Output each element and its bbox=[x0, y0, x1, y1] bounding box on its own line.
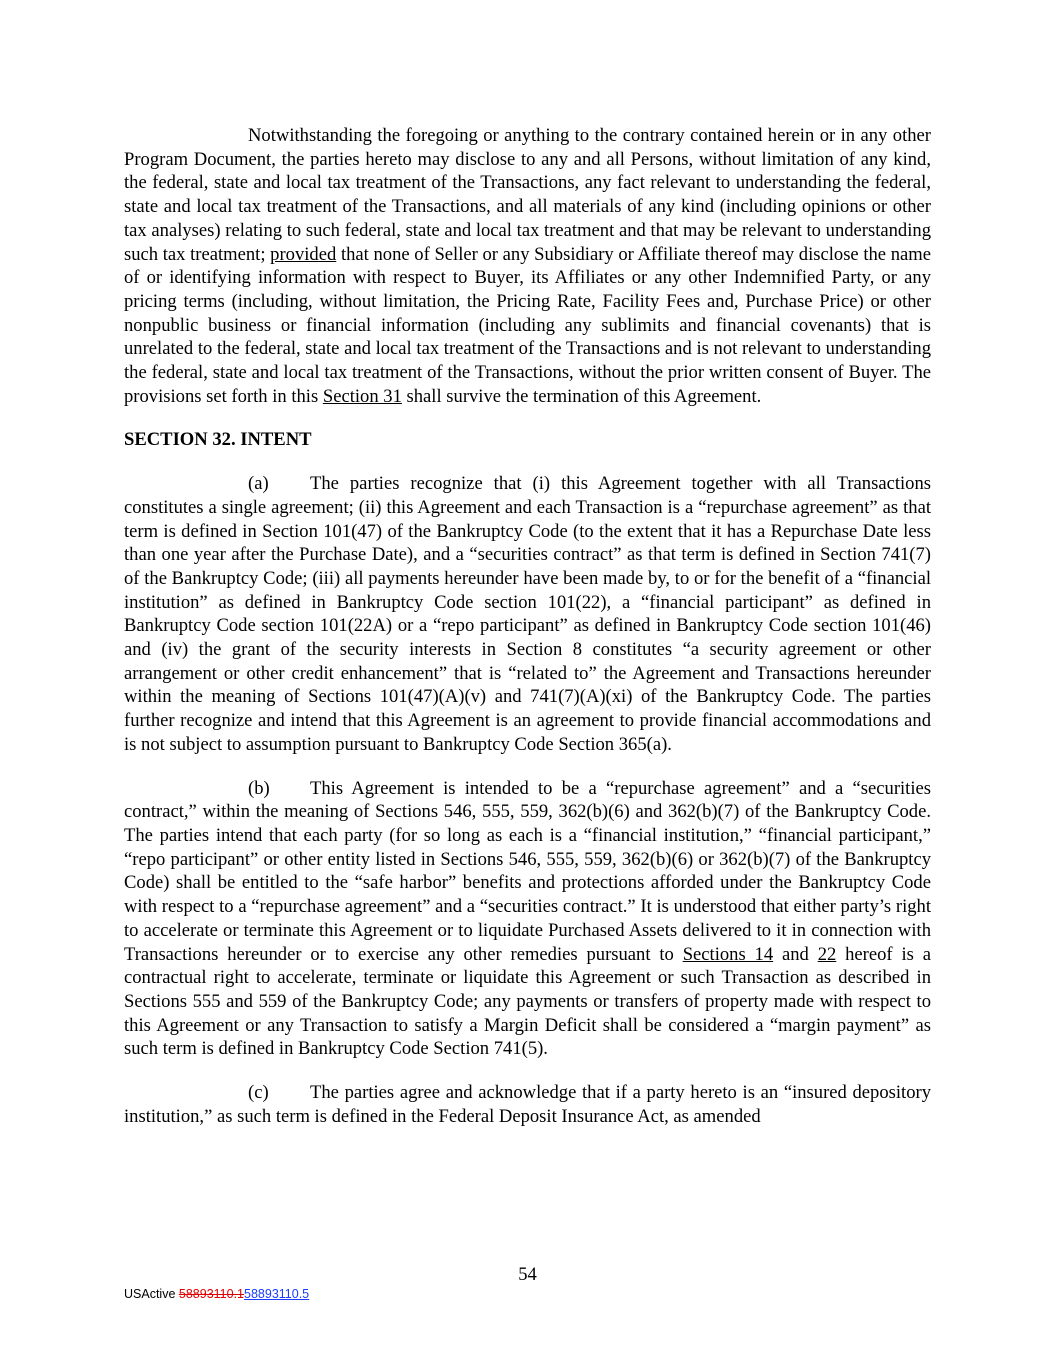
page-number: 54 bbox=[518, 1264, 537, 1285]
document-id-footer bbox=[124, 1287, 309, 1301]
paragraph-c bbox=[124, 1081, 931, 1128]
paragraph-label: (c) bbox=[248, 1082, 269, 1104]
section-heading: SECTION 32. INTENT bbox=[124, 429, 312, 451]
paragraph-tax-disclosure bbox=[124, 124, 931, 408]
paragraph-text: shall survive the termination of this Agreement. bbox=[401, 385, 762, 407]
paragraph-text: The parties agree and acknowledge that if a party hereto is an “insured depository institution,” as such term is defined in the Federal Deposit Insurance Act, as amended bbox=[124, 1082, 931, 1127]
document-body bbox=[124, 124, 931, 1128]
paragraph-text: and bbox=[773, 943, 818, 965]
section-31-reference: Section 31 bbox=[322, 385, 402, 407]
paragraph-text: that none of Seller or any Subsidiary or Affiliate thereof may disclose the name of or identifying information with respect to Buyer, its Affiliates or any other Indemnified Party, or any pricing terms (including, without limitation, the Pricing Rate, Facility Fees and, Purchase Price) or other nonpublic business or financial information (including any sublimits and financial covenants) that is unrelated to the federal, state and local tax treatment of the Transactions and is not relevant to understanding the federal, state and local tax treatment of the Transactions, without the prior written consent of Buyer. The provisions set forth in this bbox=[124, 243, 931, 407]
paragraph-a bbox=[124, 472, 931, 756]
paragraph-text: Notwithstanding the foregoing or anything to the contrary contained herein or in any other Program Document, the parties hereto may disclose to any and all Persons, without limitation of any kind, the federal, state and local tax treatment of the Transactions, any fact relevant to understanding the federal, state and local tax treatment of the Transactions, and all materials of any kind (including opinions or other tax analyses) relating to such federal, state and local tax treatment and that may be relevant to understanding such tax treatment; bbox=[124, 125, 931, 265]
deleted-document-id: 58893110.1 bbox=[178, 1287, 245, 1301]
inserted-document-id: 58893110.5 bbox=[244, 1287, 310, 1301]
paragraph-text: This Agreement is intended to be a “repurchase agreement” and a “securities contract,” within the meaning of Sections 546, 555, 559, 362(b)(6) and 362(b)(7) of the Bankruptcy Code. The parties intend that each party (for so long as each is a “financial institution,” “financial participant,” “repo participant” or other entity listed in Sections 546, 555, 559, 362(b)(6) or 362(b)(7) of the Bankruptcy Code) shall be entitled to the “safe harbor” benefits and protections afforded under the Bankruptcy Code with respect to a “repurchase agreement” and a “securities contract.” It is understood that either party’s right to accelerate or terminate this Agreement or to liquidate Purchased Assets delivered to it in connection with Transactions hereunder or to exercise any other remedies pursuant to bbox=[124, 777, 931, 965]
paragraph-label: (b) bbox=[248, 777, 270, 799]
paragraph-text: hereof is a contractual right to accelerate, terminate or liquidate this Agreement or such Transaction as described in Sections 555 and 559 of the Bankruptcy Code; any payments or transfers of property made with respect to this Agreement or any Transaction to satisfy a Margin Deficit shall be considered a “margin payment” as such term is defined in Bankruptcy Code Section 741(5). bbox=[124, 943, 931, 1060]
footer-prefix: USActive bbox=[124, 1287, 179, 1301]
paragraph-label: (a) bbox=[248, 473, 269, 495]
underlined-term-provided: provided bbox=[270, 243, 337, 265]
section-22-reference: 22 bbox=[817, 943, 837, 965]
paragraph-b bbox=[124, 777, 931, 1061]
sections-14-reference: Sections 14 bbox=[682, 943, 774, 965]
paragraph-text: The parties recognize that (i) this Agreement together with all Transactions constitutes a single agreement; (ii) this Agreement and each Transaction is a “repurchase agreement” as that term is defined in Section 101(47) of the Bankruptcy Code (to the extent that it has a Repurchase Date less than one year after the Purchase Date), and a “securities contract” as that term is defined in Section 741(7) of the Bankruptcy Code; (iii) all payments hereunder have been made by, to or for the benefit of a “financial institution” as defined in Bankruptcy Code section 101(22), a “financial participant” as defined in Bankruptcy Code section 101(22A) or a “repo participant” as defined in Bankruptcy Code section 101(46) and (iv) the grant of the security interests in Section 8 constitutes “a security agreement or other arrangement or other credit enhancement” that is “related to” the Agreement and Transactions hereunder within the meaning of Sections 101(47)(A)(v) and 741(7)(A)(xi) of the Bankruptcy Code. The parties further recognize and intend that this Agreement is an agreement to provide financial accommodations and is not subject to assumption pursuant to Bankruptcy Code Section 365(a). bbox=[124, 473, 931, 755]
